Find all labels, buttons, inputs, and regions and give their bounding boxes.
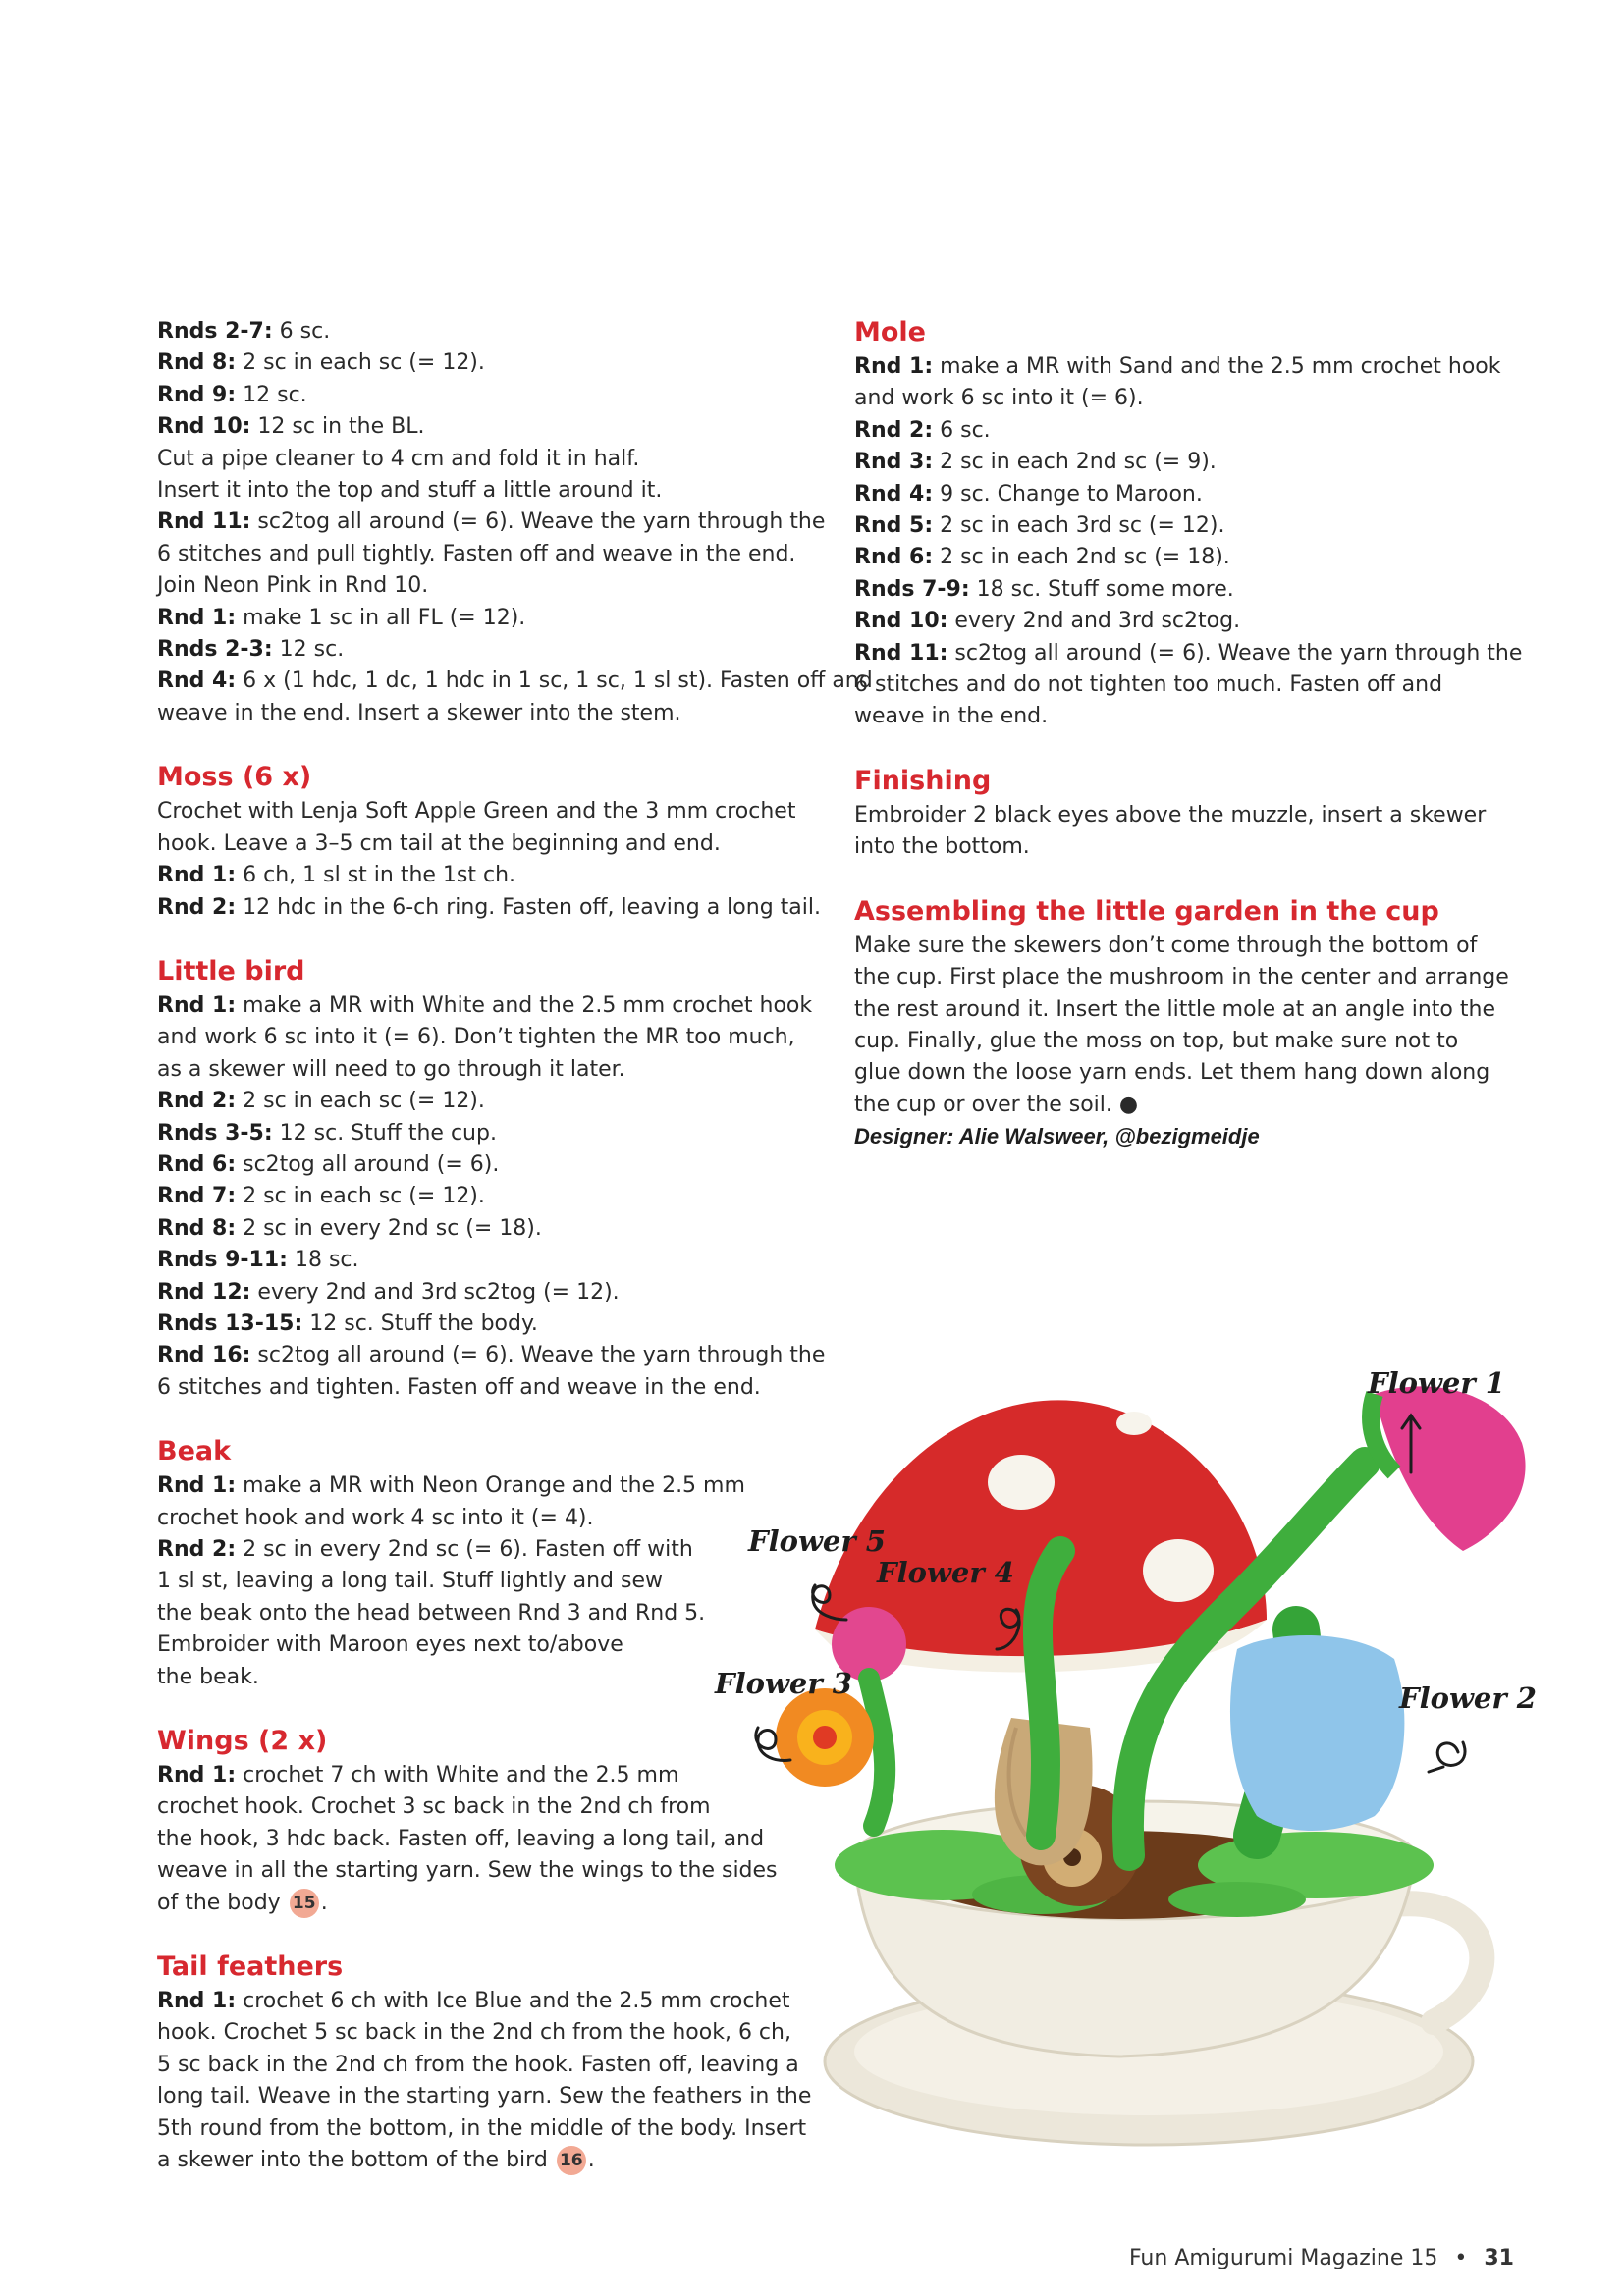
instruction-text: 6 x (1 hdc, 1 dc, 1 hdc in 1 sc, 1 sc, 1 sl st). Fasten off and bbox=[236, 668, 873, 694]
round-label: Rnd 11: bbox=[157, 509, 251, 535]
round-label: Rnd 1: bbox=[157, 992, 237, 1018]
instruction-text: the rest around it. Insert the little mole at an angle into the bbox=[854, 996, 1495, 1022]
flower-5-label: Flower 5 bbox=[748, 1524, 886, 1558]
round-label: Rnd 2: bbox=[157, 894, 237, 920]
instruction-text: the beak. bbox=[157, 1664, 259, 1689]
designer-credit: Designer: Alie Walsweer, @bezigmeidje bbox=[854, 1124, 1260, 1149]
round-label: Rnd 1: bbox=[157, 1763, 237, 1789]
instruction-text: 12 hdc in the 6-ch ring. Fasten off, leaving a long tail. bbox=[236, 894, 821, 920]
instruction-text: weave in all the starting yarn. Sew the wings to the sides bbox=[157, 1858, 778, 1884]
instruction-text: the cup. First place the mushroom in the center and arrange bbox=[854, 965, 1509, 990]
instruction-text: crochet 7 ch with White and the 2.5 mm bbox=[236, 1763, 679, 1789]
instruction-text: weave in the end. Insert a skewer into the stem. bbox=[157, 700, 681, 725]
footer-separator: • bbox=[1454, 2246, 1468, 2270]
flower-1-label: Flower 1 bbox=[1368, 1366, 1505, 1400]
instruction-text: 12 sc in the BL. bbox=[250, 414, 425, 440]
instruction-text: 12 sc. bbox=[236, 382, 307, 407]
instruction-text: make a MR with Sand and the 2.5 mm crochet hook bbox=[933, 354, 1501, 379]
instruction-text: the hook, 3 hdc back. Fasten off, leaving a long tail, and bbox=[157, 1826, 765, 1851]
round-label: Rnd 3: bbox=[854, 450, 934, 475]
beak-heading: Beak bbox=[157, 1436, 232, 1468]
instruction-text: 5th round from the bottom, in the middle of the body. Insert bbox=[157, 2115, 807, 2141]
instruction-text: the cup or over the soil. ● bbox=[854, 1092, 1139, 1117]
arrow-flower-2 bbox=[1429, 1742, 1465, 1772]
instruction-text: sc2tog all around (= 6). Weave the yarn through the bbox=[250, 1343, 826, 1368]
round-label: Rnd 8: bbox=[157, 1215, 237, 1241]
instruction-text: 12 sc. Stuff the body. bbox=[302, 1310, 538, 1336]
instruction-text: 18 sc. bbox=[287, 1248, 359, 1273]
round-label: Rnd 7: bbox=[157, 1184, 237, 1209]
round-label: Rnd 10: bbox=[157, 414, 251, 440]
instruction-text: 1 sl st, leaving a long tail. Stuff lightly and sew bbox=[157, 1569, 664, 1594]
round-label: Rnd 11: bbox=[854, 640, 948, 666]
instruction-text: hook. Leave a 3–5 cm tail at the beginning and end. bbox=[157, 830, 721, 856]
instruction-text: Insert it into the top and stuff a little around it. bbox=[157, 478, 663, 504]
round-label: Rnd 1: bbox=[854, 354, 934, 379]
round-label: Rnd 10: bbox=[854, 609, 948, 634]
little-bird-heading: Little bird bbox=[157, 955, 305, 987]
instruction-text: cup. Finally, glue the moss on top, but make sure not to bbox=[854, 1028, 1459, 1053]
photo-reference-badge: 16 bbox=[557, 2146, 586, 2175]
instruction-text: 6 stitches and pull tightly. Fasten off and weave in the end. bbox=[157, 541, 796, 566]
instruction-text: 6 ch, 1 sl st in the 1st ch. bbox=[236, 863, 516, 888]
flower-2-label: Flower 2 bbox=[1399, 1682, 1537, 1715]
instruction-text: sc2tog all around (= 6). bbox=[236, 1151, 500, 1177]
finishing-heading: Finishing bbox=[854, 765, 992, 796]
round-label: Rnd 2: bbox=[854, 417, 934, 443]
round-label: Rnds 9-11: bbox=[157, 1248, 288, 1273]
instruction-text: 18 sc. Stuff some more. bbox=[969, 576, 1234, 602]
instruction-text: Embroider with Maroon eyes next to/above bbox=[157, 1632, 623, 1658]
flower-4-label: Flower 4 bbox=[877, 1556, 1014, 1589]
photo-reference-badge: 15 bbox=[290, 1889, 319, 1918]
instruction-text: 2 sc in each 3rd sc (= 12). bbox=[933, 513, 1225, 539]
round-label: Rnd 1: bbox=[157, 1989, 237, 2014]
instruction-text: make 1 sc in all FL (= 12). bbox=[236, 605, 526, 630]
round-label: Rnd 5: bbox=[854, 513, 934, 539]
round-label: Rnds 13-15: bbox=[157, 1310, 303, 1336]
instruction-text: 6 stitches and tighten. Fasten off and weave in the end. bbox=[157, 1374, 761, 1400]
arrow-flower-1 bbox=[1402, 1415, 1420, 1472]
instruction-text: 2 sc in each sc (= 12). bbox=[236, 1089, 485, 1114]
round-label: Rnd 9: bbox=[157, 382, 237, 407]
instruction-text: 6 stitches and do not tighten too much. Fasten off and bbox=[854, 672, 1443, 698]
instruction-text: Make sure the skewers don’t come through the bottom of bbox=[854, 933, 1478, 958]
round-label: Rnds 2-7: bbox=[157, 319, 273, 344]
round-label: Rnd 1: bbox=[157, 863, 237, 888]
instruction-text: into the bottom. bbox=[854, 834, 1030, 860]
round-label: Rnd 4: bbox=[157, 668, 237, 694]
wings-heading: Wings (2 x) bbox=[157, 1726, 328, 1757]
round-label: Rnd 12: bbox=[157, 1279, 251, 1305]
instruction-text: 2 sc in every 2nd sc (= 18). bbox=[236, 1215, 542, 1241]
round-label: Rnd 1: bbox=[157, 1473, 237, 1499]
round-label: Rnd 2: bbox=[157, 1537, 237, 1562]
instruction-text: crochet hook. Crochet 3 sc back in the 2nd ch from bbox=[157, 1794, 711, 1820]
instruction-text: long tail. Weave in the starting yarn. Sew the feathers in the bbox=[157, 2084, 812, 2109]
round-label: Rnd 2: bbox=[157, 1089, 237, 1114]
round-label: Rnd 6: bbox=[854, 545, 934, 570]
instruction-text: and work 6 sc into it (= 6). Don’t tighten the MR too much, bbox=[157, 1025, 795, 1050]
instruction-text: crochet 6 ch with Ice Blue and the 2.5 mm crochet bbox=[236, 1989, 790, 2014]
arrow-flower-3 bbox=[756, 1728, 790, 1760]
instruction-text: Crochet with Lenja Soft Apple Green and the 3 mm crochet bbox=[157, 799, 796, 825]
instruction-text: every 2nd and 3rd sc2tog (= 12). bbox=[250, 1279, 620, 1305]
instruction-text: 2 sc in each 2nd sc (= 18). bbox=[933, 545, 1230, 570]
instruction-text: 2 sc in each 2nd sc (= 9). bbox=[933, 450, 1217, 475]
round-label: Rnds 3-5: bbox=[157, 1120, 273, 1146]
round-label: Rnd 6: bbox=[157, 1151, 237, 1177]
instruction-text: the beak onto the head between Rnd 3 and Rnd 5. bbox=[157, 1600, 706, 1626]
instruction-text: Cut a pipe cleaner to 4 cm and fold it in half. bbox=[157, 446, 640, 471]
instruction-text: Embroider 2 black eyes above the muzzle, insert a skewer bbox=[854, 802, 1487, 828]
tail-feathers-heading: Tail feathers bbox=[157, 1951, 344, 1983]
instruction-text: as a skewer will need to go through it later. bbox=[157, 1056, 625, 1082]
mole-heading: Mole bbox=[854, 317, 926, 347]
instruction-text: crochet hook and work 4 sc into it (= 4). bbox=[157, 1505, 594, 1530]
tail-last-line: a skewer into the bottom of the bird 16 . bbox=[157, 2145, 825, 2176]
round-label: Rnd 16: bbox=[157, 1343, 251, 1368]
round-label: Rnd 8: bbox=[157, 350, 237, 376]
wings-last-line: of the body 15 . bbox=[157, 1888, 825, 1919]
moss-heading: Moss (6 x) bbox=[157, 762, 312, 793]
instruction-text: 12 sc. Stuff the cup. bbox=[272, 1120, 497, 1146]
instruction-text: 2 sc in every 2nd sc (= 6). Fasten off with bbox=[236, 1537, 693, 1562]
flower-3-label: Flower 3 bbox=[715, 1667, 852, 1700]
arrow-flower-5 bbox=[813, 1585, 846, 1620]
instruction-text: sc2tog all around (= 6). Weave the yarn through the bbox=[947, 640, 1523, 666]
instruction-text: weave in the end. bbox=[854, 704, 1049, 729]
round-label: Rnd 1: bbox=[157, 605, 237, 630]
instruction-text: 12 sc. bbox=[272, 637, 345, 663]
assembling-heading: Assembling the little garden in the cup bbox=[854, 895, 1439, 927]
round-label: Rnds 2-3: bbox=[157, 637, 273, 663]
instruction-text: 9 sc. Change to Maroon. bbox=[933, 481, 1203, 507]
instruction-text: Join Neon Pink in Rnd 10. bbox=[157, 573, 429, 599]
instruction-text: 6 sc. bbox=[272, 319, 331, 344]
arrow-flower-4 bbox=[997, 1609, 1019, 1649]
instruction-text: 2 sc in each sc (= 12). bbox=[236, 1184, 485, 1209]
instruction-text: 6 sc. bbox=[933, 417, 991, 443]
instruction-text: and work 6 sc into it (= 6). bbox=[854, 386, 1144, 411]
instruction-text: make a MR with White and the 2.5 mm crochet hook bbox=[236, 992, 813, 1018]
instruction-text: make a MR with Neon Orange and the 2.5 mm bbox=[236, 1473, 745, 1499]
page-footer bbox=[1129, 2246, 1514, 2270]
instruction-text: 2 sc in each sc (= 12). bbox=[236, 350, 485, 376]
instruction-text: glue down the loose yarn ends. Let them hang down along bbox=[854, 1060, 1490, 1086]
round-label: Rnd 4: bbox=[854, 481, 934, 507]
page-number: 31 bbox=[1484, 2246, 1514, 2270]
instruction-text: every 2nd and 3rd sc2tog. bbox=[947, 609, 1241, 634]
instruction-text: 5 sc back in the 2nd ch from the hook. Fasten off, leaving a bbox=[157, 2052, 799, 2077]
magazine-name: Fun Amigurumi Magazine 15 bbox=[1128, 2246, 1438, 2270]
instruction-text: hook. Crochet 5 sc back in the 2nd ch from the hook, 6 ch, bbox=[157, 2020, 791, 2046]
round-label: Rnds 7-9: bbox=[854, 576, 970, 602]
instruction-text: sc2tog all around (= 6). Weave the yarn through the bbox=[250, 509, 826, 535]
